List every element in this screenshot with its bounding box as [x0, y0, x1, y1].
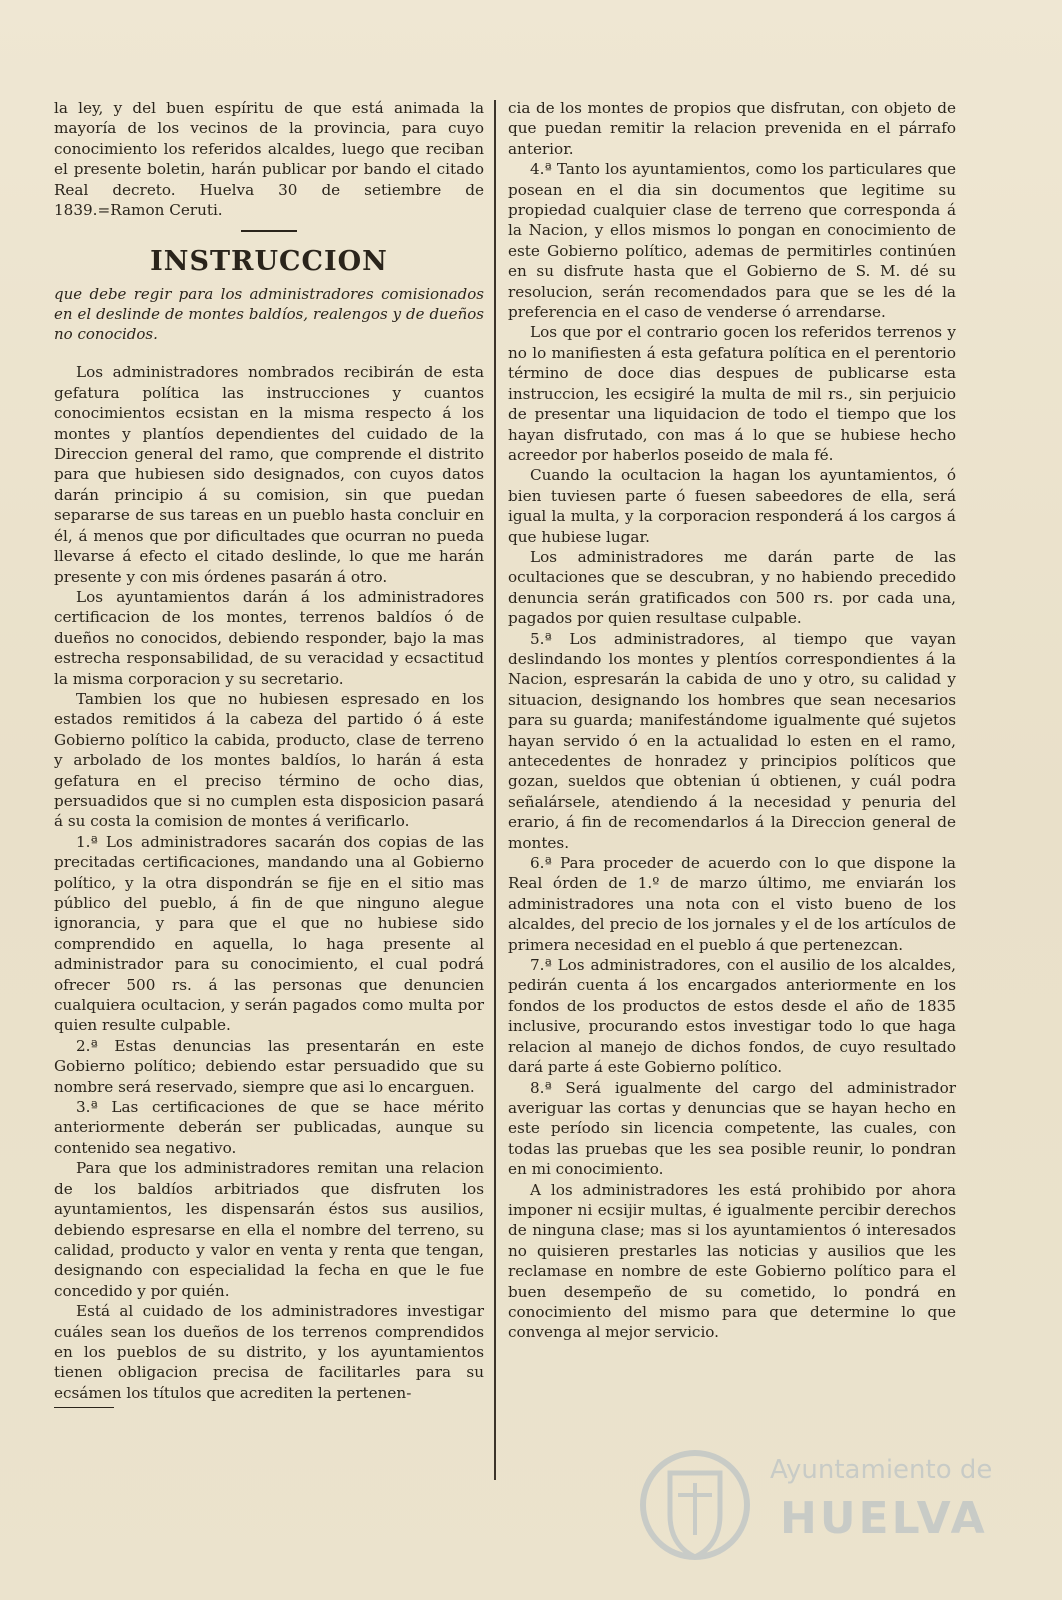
watermark-line1: Ayuntamiento de [770, 1455, 993, 1485]
shield-icon [640, 1435, 750, 1575]
paragraph: Los administradores me darán parte de las ocultaciones que se descubran, y no habiendo precedido denuncia serán gratificados con 500 rs. por cada una, pagados por quien resultase culpable. [508, 547, 956, 628]
paragraph: cia de los montes de propios que disfrutan, con objeto de que puedan remitir la relacion prevenida en el párrafo anterior. [508, 99, 956, 158]
paragraph: Para que los administradores remitan una relacion de los baldíos arbitriados que disfruten los ayuntamientos, les dispensarán éstos sus ausilios, debiendo espresarse en ella el nombre del terreno, su calidad, producto y valor en venta y renta que tengan, designando con especialidad la fecha en que le fue concedido y por quién. [54, 1159, 484, 1300]
section-divider [241, 230, 297, 232]
bottom-rule [54, 1407, 114, 1408]
paragraph: Cuando la ocultacion la hagan los ayuntamientos, ó bien tuviesen parte ó fuesen sabeedores de ella, será igual la multa, y la corporacion responderá á los cargos á que hubiese lugar. [508, 466, 956, 546]
paragraph: 8.ª Será igualmente del cargo del administrador averiguar las cortas y denuncias que se hayan hecho en este período sin licencia competente, las cuales, con todas las pruebas que les sea posible reunir, lo pondran en mi conocimiento. [508, 1078, 956, 1179]
watermark [640, 1435, 993, 1575]
paragraph: Está al cuidado de los administradores investigar cuáles sean los dueños de los terrenos comprendidos en los pueblos de su distrito, y los ayuntamientos tienen obligacion precisa de facilitarles para su ecsámen los títulos que acrediten la pertenen- [54, 1302, 484, 1402]
paragraph: 2.ª Estas denuncias las presentarán en este Gobierno político; debiendo estar persuadido que su nombre será reservado, siempre que asi lo encarguen. [54, 1036, 484, 1096]
intro-paragraph: la ley, y del buen espíritu de que está animada la mayoría de los vecinos de la provincia, para cuyo conocimiento los referidos alcaldes, luego que reciban el presente boletin, harán publicar por bando el citado Real decreto. Huelva 30 de setiembre de 1839.=Ramon Ceruti. [54, 99, 484, 220]
paragraph: 1.ª Los administradores sacarán dos copias de las precitadas certificaciones, mandando una al Gobierno político, y la otra dispondrán se fije en el sitio mas público del pueblo, á fin de que ninguno alegue ignorancia, y para que el que no hubiese sido comprendido en aquella, lo haga presente al administrador para su conocimiento, el cual podrá ofrecer 500 rs. á las personas que denuncien cualquiera ocultacion, y serán pagados como multa por quien resulte culpable. [54, 832, 484, 1035]
paragraph: Los ayuntamientos darán á los administradores certificacion de los montes, terrenos baldíos ó de dueños no conocidos, debiendo responder, bajo la mas estrecha responsabilidad, de su veracidad y ecsactitud la misma corporacion y su secretario. [54, 587, 484, 688]
paragraph: 4.ª Tanto los ayuntamientos, como los particulares que posean en el dia sin documentos que legitime su propiedad cualquier clase de terreno que corresponda á la Nacion, y ellos mismos lo pongan en conocimiento de este Gobierno político, ademas de permitirles continúen en su disfrute hasta que el Gobierno de S. M. dé su resolucion, serán recomendados para que se les dé la preferencia en el caso de venderse ó arrendarse. [508, 160, 956, 322]
section-heading: INSTRUCCION [150, 246, 388, 278]
paragraph: 3.ª Las certificaciones de que se hace mérito anteriormente deberán ser publicadas, aunque su contenido sea negativo. [54, 1098, 484, 1157]
paragraph: 5.ª Los administradores, al tiempo que vayan deslindando los montes y plentíos correspondientes á la Nacion, espresarán la cabida de uno y otro, su calidad y situacion, designando los hombres que sean necesarios para su guarda; manifestándome igualmente qué sujetos hayan servido ó en la actualidad lo esten en el ramo, antecedentes de honradez y principios políticos que gozan, sueldos que obtenian ú obtienen, y cuál podra señalársele, atendiendo á la necesidad y penuria del erario, á fin de recomendarlos á la Direccion general de montes. [508, 629, 956, 852]
watermark-line2: HUELVA [780, 1493, 988, 1544]
section-subheading: que debe regir para los administradores comisionados en el deslinde de montes baldíos, realengos y de dueños no conocidos. [54, 285, 484, 344]
column-divider [494, 100, 496, 1480]
paragraph: A los administradores les está prohibido por ahora imponer ni ecsijir multas, é igualmente percibir derechos de ninguna clase; mas si los ayuntamientos ó interesados no quisieren prestarles las noticias y ausilios que les reclamase en nombre de este Gobierno político para el buen desempeño de su cometido, lo pondrá en conocimiento del mismo para que determine lo que convenga al mejor servicio. [508, 1180, 956, 1342]
paragraph: Tambien los que no hubiesen espresado en los estados remitidos á la cabeza del partido ó á este Gobierno político la cabida, producto, clase de terreno y arbolado de los montes baldíos, lo harán á esta gefatura en el preciso término de ocho dias, persuadidos que si no cumplen esta disposicion pasará á su costa la comision de montes á verificarlo. [54, 689, 484, 831]
left-column [54, 98, 484, 1408]
right-column [508, 98, 956, 1343]
paragraph: 6.ª Para proceder de acuerdo con lo que dispone la Real órden de 1.º de marzo último, me enviarán los administradores una nota con el visto bueno de los alcaldes, del precio de los jornales y el de los artículos de primera necesidad en el pueblo á que pertenezcan. [508, 854, 956, 954]
paragraph: 7.ª Los administradores, con el ausilio de los alcaldes, pedirán cuenta á los encargados anteriormente en los fondos de los productos de estos desde el año de 1835 inclusive, procurando estos investigar todo lo que haga relacion al manejo de dichos fondos, de cuyo resultado dará parte á este Gobierno político. [508, 956, 956, 1077]
paragraph: Los administradores nombrados recibirán de esta gefatura política las instrucciones y cuantos conocimientos ecsistan en la misma respecto á los montes y plantíos dependientes del cuidado de la Direccion general del ramo, que comprende el distrito para que hubiesen sido designados, con cuyos datos darán principio á su comision, sin que puedan separarse de sus tareas en un pueblo hasta concluir en él, á menos que por dificultades que ocurran no pueda llevarse á efecto el citado deslinde, lo que me harán presente y con mis órdenes pasarán á otro. [54, 363, 484, 586]
paragraph: Los que por el contrario gocen los referidos terrenos y no lo manifiesten á esta gefatura política en el perentorio término de doce dias despues de publicarse esta instruccion, les ecsigiré la multa de mil rs., sin perjuicio de presentar una liquidacion de todo el tiempo que los hayan disfrutado, con mas á lo que se hubiese hecho acreedor por haberlos poseido de mala fé. [508, 323, 956, 464]
